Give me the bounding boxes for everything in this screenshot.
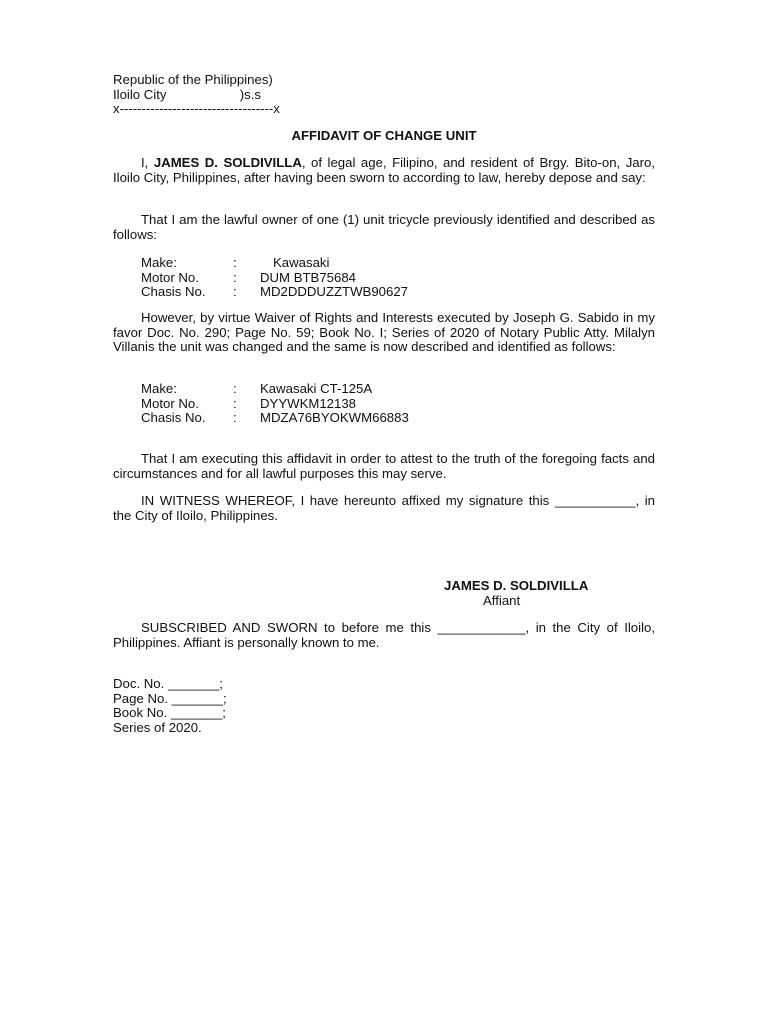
intro-prefix: I, bbox=[141, 155, 154, 170]
spec-label: Chasis No. bbox=[141, 410, 206, 426]
spec-label: Make: bbox=[141, 255, 177, 270]
purpose-paragraph: That I am executing this affidavit in order to attest to the truth of the foregoing facts and circumstances and for all lawful purposes this may serve. bbox=[113, 451, 655, 481]
witness-paragraph: IN WITNESS WHEREOF, I have hereunto affixed my signature this ___________, in the City of Iloilo, Philippines. bbox=[113, 493, 655, 523]
spec-separator: : bbox=[233, 269, 237, 285]
venue-city: Iloilo City )s.s bbox=[113, 86, 262, 102]
spec-separator: : bbox=[233, 395, 237, 411]
spec-value: MDZA76BYOKWM66883 bbox=[260, 410, 409, 426]
notary-doc-no: Doc. No. _______; bbox=[113, 676, 223, 691]
signatory-role: Affiant bbox=[483, 593, 521, 608]
spec-value: MD2DDDUZZTWB90627 bbox=[260, 284, 409, 300]
venue-header bbox=[113, 73, 655, 117]
notary-series: Series of 2020. bbox=[113, 719, 202, 735]
spec-row bbox=[141, 411, 409, 426]
signature-block bbox=[113, 579, 655, 609]
ownership-paragraph: That I am the lawful owner of one (1) unit tricycle previously identified and described as follows: bbox=[113, 212, 655, 242]
spec-label: Chasis No. bbox=[141, 284, 206, 300]
notary-register bbox=[113, 677, 655, 735]
intro-paragraph bbox=[113, 156, 655, 185]
signatory-name: JAMES D. SOLDIVILLA bbox=[444, 578, 589, 593]
spec-label: Make: bbox=[141, 381, 177, 396]
previous-unit-specs bbox=[141, 256, 408, 300]
spec-row bbox=[141, 256, 408, 271]
spec-value: Kawasaki bbox=[273, 255, 330, 270]
spec-label: Motor No. bbox=[141, 395, 199, 411]
new-unit-specs bbox=[141, 382, 409, 426]
waiver-paragraph: However, by virtue Waiver of Rights and Interests executed by Joseph G. Sabido in my favor Doc. No. 290; Page No. 59; Book No. I; Series of 2020 of Notary Public Atty. Milalyn Villanis the unit was changed and the same is now described and identified as follows: bbox=[113, 310, 655, 355]
intro-rest: , of legal age, Filipino, and resident of Brgy. Bito-on, Jaro, Iloilo City, Philippines, after having been sworn to according to law, hereby depose and say: bbox=[113, 155, 656, 185]
spec-value: Kawasaki CT-125A bbox=[260, 381, 373, 396]
spec-separator: : bbox=[233, 410, 237, 426]
venue-republic: Republic of the Philippines) bbox=[113, 72, 273, 87]
spec-row bbox=[141, 271, 408, 286]
spec-value: DUM BTB75684 bbox=[260, 269, 357, 285]
spec-separator: : bbox=[233, 255, 237, 270]
spec-row bbox=[141, 285, 408, 300]
spec-separator: : bbox=[233, 284, 237, 300]
spec-row bbox=[141, 382, 409, 397]
notary-book-no: Book No. _______; bbox=[113, 705, 226, 721]
spec-row bbox=[141, 397, 409, 412]
venue-divider: x-----------------------------------x bbox=[113, 101, 280, 117]
affiant-name: JAMES D. SOLDIVILLA bbox=[153, 155, 302, 170]
spec-value: DYYWKM12138 bbox=[260, 395, 357, 411]
spec-separator: : bbox=[233, 381, 237, 396]
jurat-paragraph: SUBSCRIBED AND SWORN to before me this ____________, in the City of Iloilo, Philippines. Affiant is personally known to me. bbox=[113, 620, 655, 650]
document-title: AFFIDAVIT OF CHANGE UNIT bbox=[291, 128, 477, 143]
notary-page-no: Page No. _______; bbox=[113, 690, 227, 706]
spec-label: Motor No. bbox=[141, 269, 199, 285]
